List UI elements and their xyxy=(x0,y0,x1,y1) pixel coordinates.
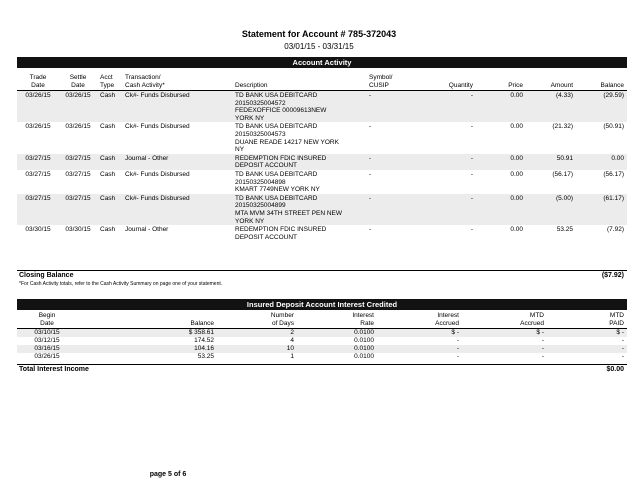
settle-date-cell: 03/27/15 xyxy=(59,154,97,170)
symbol-cell: - xyxy=(369,226,372,234)
activity-row xyxy=(17,91,627,123)
days-cell: 1 xyxy=(290,353,294,360)
description-line: 20150325004899 xyxy=(235,202,286,210)
balance-cell: (29.59) xyxy=(576,91,627,123)
account-activity-header: Account Activity xyxy=(17,57,627,68)
activity-header-row xyxy=(17,69,627,91)
trade-date-cell: 03/27/15 xyxy=(17,154,59,170)
transaction-cell: Journal - Other xyxy=(122,154,232,170)
interest-accrued-cell: - xyxy=(456,337,459,344)
settle-date-cell: 03/27/15 xyxy=(59,194,97,225)
col-amount: Amount xyxy=(526,69,576,91)
amount-cell: (21.32) xyxy=(552,123,573,131)
price-cell: 0.00 xyxy=(510,226,523,234)
trade-date-cell: 03/27/15 xyxy=(25,170,51,178)
trade-date-cell: 03/26/15 xyxy=(25,123,51,131)
description-line: YORK NY xyxy=(235,114,265,122)
acct-type-cell: Cash xyxy=(100,123,116,131)
price-cell: 0.00 xyxy=(476,154,526,170)
col-interest-rate: Interest Rate xyxy=(297,310,377,329)
closing-balance-label: Closing Balance xyxy=(19,272,74,279)
symbol-cell: - xyxy=(366,154,426,170)
settle-date-cell: 03/30/15 xyxy=(65,226,91,234)
begin-date-cell: 03/26/15 xyxy=(34,353,60,360)
quantity-cell: - xyxy=(426,91,476,123)
price-cell: 0.00 xyxy=(476,194,526,225)
description-cell xyxy=(232,170,366,194)
description-line: KMART 7749NEW YORK NY xyxy=(235,186,320,194)
deposit-balance-cell: 104.16 xyxy=(77,345,217,353)
deposit-row xyxy=(17,329,627,338)
insured-deposit-table xyxy=(17,310,627,361)
quantity-cell: - xyxy=(426,194,476,225)
quantity-cell: - xyxy=(470,226,473,234)
description-cell xyxy=(232,154,366,170)
settle-date-cell: 03/26/15 xyxy=(59,91,97,123)
mtd-accrued-cell: - xyxy=(541,353,544,360)
quantity-cell: - xyxy=(470,123,473,131)
amount-cell: (56.17) xyxy=(552,170,573,178)
description-line: DEPOSIT ACCOUNT xyxy=(235,162,298,170)
description-cell xyxy=(232,194,366,225)
description-line: REDEMPTION FDIC INSURED xyxy=(235,154,327,162)
insured-deposit-header: Insured Deposit Account Interest Credited xyxy=(17,299,627,310)
col-description: Description xyxy=(232,69,366,91)
begin-date-cell: 03/10/15 xyxy=(17,329,77,338)
acct-type-cell: Cash xyxy=(100,170,116,178)
quantity-cell: - xyxy=(426,154,476,170)
description-line: NY xyxy=(235,146,245,154)
acct-type-cell: Cash xyxy=(97,91,122,123)
description-line: 20150325004572 xyxy=(235,99,286,107)
description-line: DEPOSIT ACCOUNT xyxy=(235,233,298,241)
transaction-cell: Ck#- Funds Disbursed xyxy=(125,123,190,131)
description-line: YORK NY xyxy=(235,217,265,225)
col-balance: Balance xyxy=(576,69,627,91)
begin-date-cell: 03/16/15 xyxy=(17,345,77,353)
symbol-cell: - xyxy=(366,91,426,123)
symbol-cell: - xyxy=(369,123,372,131)
description-line: TD BANK USA DEBITCARD xyxy=(235,123,318,131)
deposit-balance-cell: $ 358.61 xyxy=(77,329,217,338)
description-line: MTA MVM 34TH STREET PEN NEW xyxy=(235,209,343,217)
deposit-balance-cell: 174.52 xyxy=(194,337,214,344)
activity-row xyxy=(17,225,627,241)
settle-date-cell: 03/27/15 xyxy=(65,170,91,178)
amount-cell: (5.00) xyxy=(526,194,576,225)
col-interest-accrued: Interest Accrued xyxy=(377,310,462,329)
begin-date-cell: 03/12/15 xyxy=(34,337,60,344)
col-mtd-paid: MTD PAID xyxy=(547,310,627,329)
amount-cell: (4.33) xyxy=(526,91,576,123)
total-interest-value: $0.00 xyxy=(606,366,624,373)
col-mtd-accrued: MTD Accrued xyxy=(462,310,547,329)
col-begin-date: Begin Date xyxy=(17,310,77,329)
deposit-row xyxy=(17,353,627,361)
mtd-accrued-cell: - xyxy=(541,337,544,344)
col-acct-type: Acct Type xyxy=(97,69,122,91)
settle-date-cell: 03/26/15 xyxy=(65,123,91,131)
trade-date-cell: 03/26/15 xyxy=(17,91,59,123)
balance-cell: (56.17) xyxy=(603,170,624,178)
statement-title: Statement for Account # 785-372043 xyxy=(241,29,397,39)
balance-cell: (50.91) xyxy=(603,123,624,131)
price-cell: 0.00 xyxy=(476,91,526,123)
interest-accrued-cell: $ - xyxy=(377,329,462,338)
col-quantity: Quantity xyxy=(426,69,476,91)
col-deposit-balance: Balance xyxy=(77,310,217,329)
total-interest-label: Total Interest Income xyxy=(19,366,89,373)
rate-cell: 0.0100 xyxy=(297,345,377,353)
col-symbol-cusip: Symbol/ CUSIP xyxy=(366,69,426,91)
days-cell: 2 xyxy=(217,329,297,338)
col-price: Price xyxy=(476,69,526,91)
balance-cell: 0.00 xyxy=(576,154,627,170)
transaction-cell: Ck#- Funds Disbursed xyxy=(122,91,232,123)
col-settle-date: Settle Date xyxy=(59,69,97,91)
days-cell: 10 xyxy=(217,345,297,353)
closing-balance-row xyxy=(17,270,627,280)
description-line: 20150325004898 xyxy=(235,178,286,186)
account-activity-table xyxy=(17,69,627,241)
description-line: REDEMPTION FDIC INSURED xyxy=(235,226,327,234)
description-cell xyxy=(232,91,366,123)
description-line: TD BANK USA DEBITCARD xyxy=(235,194,318,202)
col-number-of-days: Number of Days xyxy=(217,310,297,329)
acct-type-cell: Cash xyxy=(100,226,116,234)
mtd-paid-cell: - xyxy=(621,337,624,344)
trade-date-cell: 03/30/15 xyxy=(25,226,51,234)
total-interest-row xyxy=(17,364,627,375)
acct-type-cell: Cash xyxy=(97,154,122,170)
acct-type-cell: Cash xyxy=(97,194,122,225)
col-trade-date: Trade Date xyxy=(17,69,59,91)
interest-accrued-cell: - xyxy=(456,353,459,360)
days-cell: 4 xyxy=(290,337,294,344)
description-cell xyxy=(232,225,366,241)
symbol-cell: - xyxy=(369,170,372,178)
statement-period: 03/01/15 - 03/31/15 xyxy=(284,42,354,51)
balance-cell: (61.17) xyxy=(576,194,627,225)
description-line: TD BANK USA DEBITCARD xyxy=(235,170,318,178)
mtd-paid-cell: - xyxy=(621,353,624,360)
description-cell xyxy=(232,122,366,153)
activity-row xyxy=(17,154,627,170)
price-cell: 0.00 xyxy=(510,123,523,131)
col-transaction: Transaction/ Cash Activity* xyxy=(122,69,232,91)
rate-cell: 0.0100 xyxy=(354,353,374,360)
quantity-cell: - xyxy=(470,170,473,178)
description-line: FEDEXOFFICE 00009613NEW xyxy=(235,107,327,115)
mtd-accrued-cell: $ - xyxy=(462,329,547,338)
amount-cell: 53.25 xyxy=(556,226,573,234)
rate-cell: 0.0100 xyxy=(354,337,374,344)
deposit-row xyxy=(17,337,627,345)
cash-activity-footnote: *For Cash Activity totals, refer to the Cash Activity Summary on page one of your statement. xyxy=(19,281,223,287)
deposit-header-row xyxy=(17,310,627,329)
description-line: 20150325004573 xyxy=(235,130,286,138)
deposit-balance-cell: 53.25 xyxy=(197,353,214,360)
mtd-accrued-cell: - xyxy=(462,345,547,353)
activity-row xyxy=(17,170,627,194)
description-line: TD BANK USA DEBITCARD xyxy=(235,92,318,99)
transaction-cell: Journal - Other xyxy=(125,226,169,234)
interest-accrued-cell: - xyxy=(377,345,462,353)
price-cell: 0.00 xyxy=(510,170,523,178)
trade-date-cell: 03/27/15 xyxy=(17,194,59,225)
activity-row xyxy=(17,194,627,225)
deposit-row xyxy=(17,345,627,353)
symbol-cell: - xyxy=(366,194,426,225)
balance-cell: (7.92) xyxy=(607,226,624,234)
transaction-cell: Ck#- Funds Disbursed xyxy=(122,194,232,225)
transaction-cell: Ck#- Funds Disbursed xyxy=(125,170,190,178)
closing-balance-value: ($7.92) xyxy=(601,272,624,279)
page-number: page 5 of 6 xyxy=(149,471,187,478)
amount-cell: 50.91 xyxy=(526,154,576,170)
mtd-paid-cell: - xyxy=(547,345,627,353)
rate-cell: 0.0100 xyxy=(297,329,377,338)
mtd-paid-cell: $ - xyxy=(547,329,627,338)
activity-row xyxy=(17,122,627,153)
description-line: DUANE READE 14217 NEW YORK xyxy=(235,138,339,146)
